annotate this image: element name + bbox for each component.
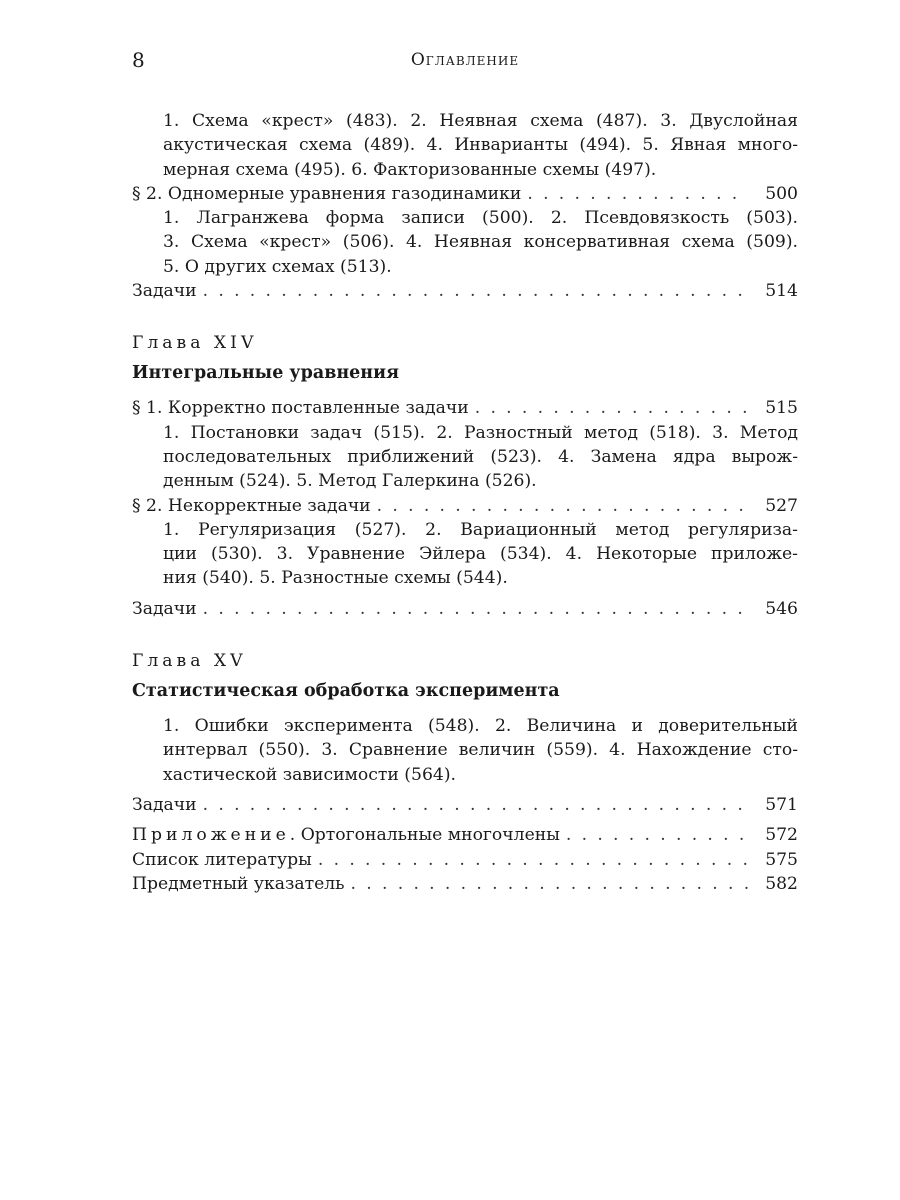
dot-leader [203, 793, 748, 817]
toc-entry-problems[interactable] [132, 793, 798, 817]
appendix-title: . Ортогональные многочлены [289, 825, 560, 846]
subsection-line: 1. Схема «крест» (483). 2. Неявная схема (487). 3. Двуслойная [163, 111, 798, 131]
chapter-title: Интегральные уравнения [132, 363, 400, 384]
subsection-line: ции (530). 3. Уравнение Эйлера (534). 4. Некоторые приложе- [163, 544, 798, 565]
entry-title [132, 823, 560, 847]
subsection-line: денным (524). 5. Метод Галеркина (526). [163, 471, 537, 492]
toc-entry-section[interactable] [132, 182, 798, 206]
entry-page: 527 [765, 495, 798, 516]
entry-page: 546 [765, 598, 798, 619]
appendix-label: Приложение [132, 825, 290, 846]
chapter-title: Статистическая обработка эксперимента [132, 681, 560, 702]
entry-title: Список литературы [132, 849, 312, 870]
subsection-line: 1. Ошибки эксперимента (548). 2. Величина и доверительный [163, 716, 798, 737]
subsection-list [132, 206, 798, 279]
entry-page: 572 [765, 825, 798, 846]
entry-title: Задачи [132, 598, 197, 619]
toc-entry-index[interactable] [132, 872, 798, 896]
subsection-list [132, 518, 798, 591]
subsection-list [132, 421, 798, 494]
entry-page: 515 [765, 398, 798, 419]
toc-entry-problems[interactable] [132, 279, 798, 303]
subsection-line: ния (540). 5. Разностные схемы (544). [163, 568, 508, 589]
chapter-label: Глава XIV [132, 333, 258, 354]
toc-entry-section[interactable] [132, 396, 798, 420]
dot-leader [351, 872, 748, 896]
running-title: Оглавление [410, 50, 520, 70]
entry-title: Предметный указатель [132, 873, 345, 894]
dot-leader [318, 848, 748, 872]
dot-leader [203, 279, 748, 303]
entry-page: 571 [765, 794, 798, 815]
subsection-line: интервал (550). 3. Сравнение величин (559). 4. Нахождение сто- [163, 740, 798, 761]
entry-page: 582 [765, 873, 798, 894]
table-of-contents [132, 109, 798, 896]
page-header [132, 48, 798, 74]
toc-entry-problems[interactable] [132, 597, 798, 621]
subsection-line: последовательных приближений (523). 4. Замена ядра вырож- [163, 446, 798, 467]
subsection-line: хастической зависимости (564). [163, 764, 456, 785]
toc-entry-section[interactable] [132, 494, 798, 518]
subsection-line: 5. О других схемах (513). [163, 256, 392, 277]
subsection-line: 1. Лагранжева форма записи (500). 2. Псевдовязкость (503). [163, 208, 798, 229]
subsection-line: 1. Регуляризация (527). 2. Вариационный метод регуляриза- [163, 519, 798, 540]
entry-title: § 2. Некорректные задачи [132, 495, 371, 516]
dot-leader [475, 396, 748, 420]
subsection-list [132, 714, 798, 787]
entry-page: 500 [765, 183, 798, 204]
entry-page: 514 [765, 281, 798, 302]
entry-page: 575 [765, 849, 798, 870]
page-number: 8 [132, 48, 145, 72]
entry-title: § 1. Корректно поставленные задачи [132, 398, 469, 419]
entry-title: § 2. Одномерные уравнения газодинамики [132, 183, 522, 204]
entry-title: Задачи [132, 794, 197, 815]
dot-leader [377, 494, 748, 518]
chapter-label: Глава XV [132, 651, 247, 672]
subsection-line: мерная схема (495). 6. Факторизованные схемы (497). [163, 159, 657, 180]
toc-entry-appendix[interactable] [132, 823, 798, 847]
entry-title: Задачи [132, 281, 197, 302]
subsection-list [132, 109, 798, 182]
subsection-line: акустическая схема (489). 4. Инварианты (494). 5. Явная много- [163, 135, 798, 156]
subsection-line: 3. Схема «крест» (506). 4. Неявная консервативная схема (509). [163, 232, 798, 253]
dot-leader [203, 597, 748, 621]
dot-leader [566, 823, 748, 847]
subsection-line: 1. Постановки задач (515). 2. Разностный метод (518). 3. Метод [163, 422, 798, 443]
toc-entry-references[interactable] [132, 848, 798, 872]
dot-leader [527, 182, 748, 206]
